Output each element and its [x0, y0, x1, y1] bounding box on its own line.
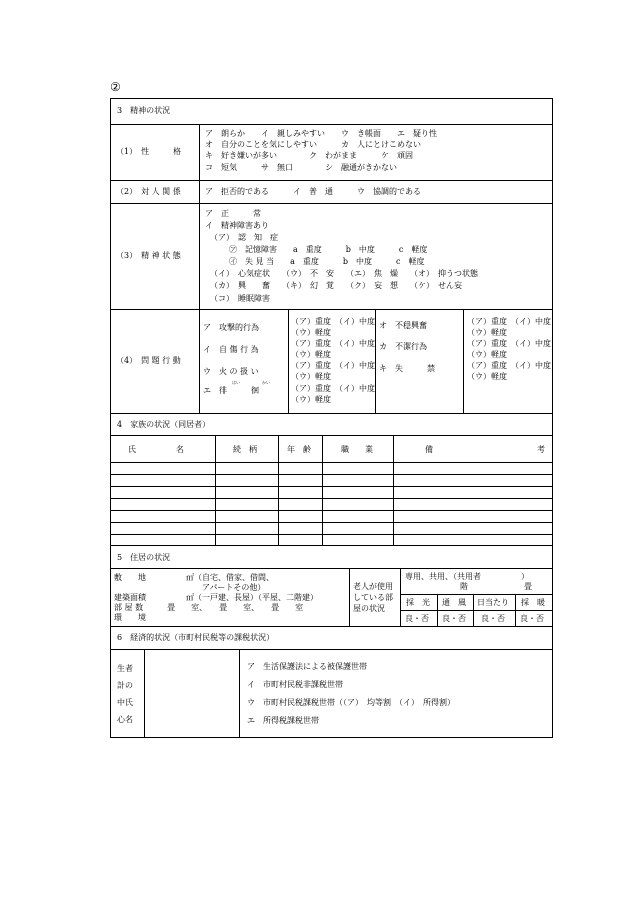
condition-rating: 良・否 — [520, 614, 544, 623]
severity-option: （ウ）軽度 — [467, 350, 507, 359]
divider — [110, 545, 553, 546]
behavior-item: カ 不潔行為 — [379, 342, 427, 351]
column-line — [239, 649, 240, 738]
column-line — [322, 435, 323, 545]
divider — [400, 610, 553, 611]
economic-item: イ 市町村民税非課税世帯 — [247, 680, 343, 689]
family-header-name: 氏 名 — [128, 445, 184, 454]
divider — [110, 626, 553, 627]
mental-row: （コ） 睡眠障害 — [210, 294, 270, 303]
personality-row: コ 短気 サ 無口 シ 融通がきかない — [205, 163, 397, 172]
condition-heating: 採 暖 — [521, 598, 545, 607]
behavior-item: エ 徘 徊 — [203, 386, 259, 395]
divider — [400, 594, 553, 595]
column-line — [515, 594, 516, 626]
elder-room-label: している部 — [353, 593, 393, 602]
mental-row: ア 正 常 — [205, 209, 261, 218]
mental-row: （カ） 興 奮 （キ） 幻 覚 （ク） 妄 想 （ケ） せん妄 — [210, 281, 462, 290]
family-header-relation: 続 柄 — [233, 445, 257, 454]
condition-sunlight: 日当たり — [477, 598, 509, 607]
page-number-mark: ② — [110, 80, 121, 94]
mental-row: （イ） 心気症状 （ウ） 不 安 （エ） 焦 燥 （オ） 抑うつ状態 — [210, 269, 478, 278]
condition-ventilation: 通 風 — [442, 598, 466, 607]
severity-option: （ア）重度 （イ）中度 — [291, 317, 375, 326]
personality-row: キ 好き嫌いが多い ク わがまま ケ 頑固 — [205, 151, 413, 160]
housing-environment-row: 環 境 — [114, 613, 146, 622]
divider — [110, 568, 553, 569]
column-line — [437, 594, 438, 626]
condition-lighting: 採 光 — [406, 598, 430, 607]
ruby-text: かい — [262, 380, 270, 385]
severity-option: （ア）重度 （イ）中度 — [467, 339, 551, 348]
mental-row: ㋐ 記憶障害 a 重度 b 中度 c 軽度 — [229, 245, 428, 254]
column-line — [278, 435, 279, 545]
livelihood-label: 中氏 — [117, 698, 133, 707]
elder-room-label: 屋の状況 — [353, 604, 385, 613]
behavior-item: ア 攻撃的行為 — [203, 323, 259, 332]
severity-option: （ウ）軽度 — [291, 350, 331, 359]
mental-row: イ 精神障害あり — [205, 221, 269, 230]
divider — [110, 435, 553, 436]
section3-title: 3 精神の状況 — [117, 106, 171, 115]
table-row — [110, 534, 553, 535]
livelihood-label: 生者 — [117, 664, 133, 673]
family-header-occupation: 職 業 — [341, 445, 373, 454]
table-row — [110, 510, 553, 511]
table-row — [110, 498, 553, 499]
mental-state-label: （3） 精 神 状 態 — [116, 251, 181, 260]
personality-label: （1） 性 格 — [116, 147, 182, 156]
personality-row: ア 朗らか イ 親しみやすい ウ き帳面 エ 疑り性 — [205, 129, 437, 138]
livelihood-label: 心名 — [117, 715, 133, 724]
table-row — [110, 486, 553, 487]
divider — [110, 309, 553, 310]
room-floor-tatami: 階 畳 — [460, 582, 532, 591]
housing-rooms-row: 部 屋 数 畳 室、 畳 室、 畳 室 — [114, 603, 304, 612]
behavior-item: オ 不穏興奮 — [379, 321, 427, 330]
housing-site-row: アパートその他） — [202, 583, 266, 592]
severity-option: （ア）重度 （イ）中度 — [467, 317, 551, 326]
severity-option: （ア）重度 （イ）中度 — [467, 361, 551, 370]
divider — [110, 203, 553, 204]
label-column-line — [199, 124, 200, 413]
severity-option: （ウ）軽度 — [291, 328, 331, 337]
severity-option: （ウ）軽度 — [467, 328, 507, 337]
divider — [110, 124, 553, 125]
divider — [110, 180, 553, 181]
table-row — [110, 474, 553, 475]
column-line — [400, 568, 401, 626]
column-line — [349, 568, 350, 626]
mental-row: ㋑ 失 見 当 a 重度 b 中度 c 軽度 — [229, 257, 425, 266]
economic-item: ア 生活保護法による被保護世帯 — [247, 662, 367, 671]
condition-rating: 良・否 — [405, 614, 429, 623]
housing-building-row: 建築面積 ㎡（一戸建、長屋）（平屋、二階建） — [114, 593, 318, 602]
livelihood-label: 計の — [117, 681, 133, 690]
condition-rating: 良・否 — [442, 614, 466, 623]
ruby-text: はい — [232, 380, 240, 385]
section4-title: 4 家族の状況（同居者） — [117, 420, 211, 429]
personality-row: オ 自分のことを気にしやすい カ 人にとけこめない — [205, 140, 421, 149]
column-line — [144, 649, 145, 738]
family-header-age: 年 齢 — [287, 445, 311, 454]
divider — [110, 649, 553, 650]
relations-options: ア 拒否的である イ 普 通 ウ 協調的である — [205, 187, 421, 196]
table-row — [110, 462, 553, 463]
severity-option: （ウ）軽度 — [291, 395, 331, 404]
severity-option: （ア）重度 （イ）中度 — [291, 361, 375, 370]
column-line — [375, 309, 376, 413]
table-row — [110, 522, 553, 523]
divider — [110, 413, 553, 414]
column-line — [288, 309, 289, 413]
section6-title: 6 経済的状況（市町村民税等の課税状況） — [117, 633, 275, 642]
severity-option: （ア）重度 （イ）中度 — [291, 384, 375, 393]
behavior-label: （4） 問 題 行 動 — [116, 356, 181, 365]
condition-rating: 良・否 — [481, 614, 505, 623]
relations-label: （2） 対 人 関 係 — [116, 187, 181, 196]
economic-item: エ 所得税課税世帯 — [247, 716, 319, 725]
behavior-item: ウ 火 の 扱 い — [203, 367, 259, 376]
section5-title: 5 住居の状況 — [117, 553, 171, 562]
severity-option: （ウ）軽度 — [467, 372, 507, 381]
behavior-item: イ 自 傷 行 為 — [203, 345, 259, 354]
housing-site-row: 敷 地 ㎡（自宅、借家、借間、 — [114, 573, 274, 582]
severity-option: （ウ）軽度 — [291, 372, 331, 381]
economic-item: ウ 市町村民税課税世帯（（ア） 均等割 （イ） 所得割） — [247, 698, 455, 707]
severity-option: （ア）重度 （イ）中度 — [291, 339, 375, 348]
column-line — [473, 594, 474, 626]
column-line — [215, 435, 216, 545]
column-line — [463, 309, 464, 413]
elder-room-label: 老人が使用 — [353, 582, 393, 591]
column-line — [393, 435, 394, 545]
behavior-item: キ 失 禁 — [379, 364, 435, 373]
mental-row: （ア） 認 知 症 — [210, 233, 278, 242]
room-usage: 専用、共用、（共用者 ） — [405, 572, 529, 581]
family-header-remarks: 備 考 — [425, 445, 545, 454]
